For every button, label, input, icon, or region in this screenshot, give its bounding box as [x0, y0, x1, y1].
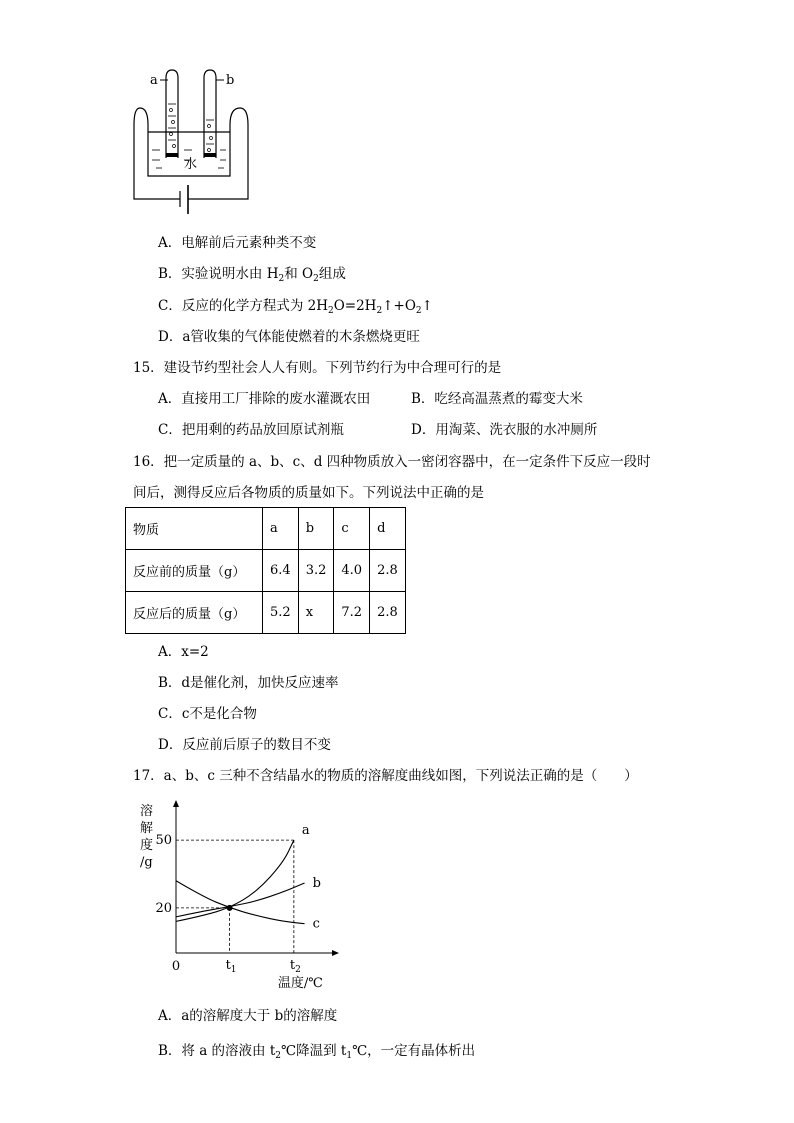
x-axis-label: 温度/℃ [277, 976, 323, 991]
table-cell: x [298, 592, 334, 634]
origin-label: 0 [171, 959, 181, 974]
q16-stem-line2: 间后，测得反应后各物质的质量如下。下列说法中正确的是 [133, 485, 484, 501]
x-axis-arrow [332, 950, 339, 956]
table-header-cell: d [370, 508, 406, 550]
tube-b-label: b [226, 73, 235, 88]
y-axis-arrow [173, 800, 179, 807]
q16-option-c: C．c不是化合物 [158, 706, 257, 722]
table-cell: 2.8 [370, 592, 406, 634]
table-cell: 6.4 [263, 550, 299, 592]
solubility-chart [130, 795, 350, 995]
q14-option-b: B．实验说明水由 $H_2$和 $O_2$组成 [158, 266, 346, 284]
y-axis-label-char: /g [140, 855, 153, 870]
series-b-label: b [312, 876, 321, 891]
table-cell: 5.2 [263, 592, 299, 634]
q16-option-d: D．反应前后原子的数目不变 [158, 737, 331, 753]
q16-stem-line1: 16．把一定质量的 a、b、c、d 四种物质放入一密闭容器中，在一定条件下反应一段时 [133, 454, 651, 470]
q15-stem: 15．建设节约型社会人人有则。下列节约行为中合理可行的是 [133, 360, 502, 376]
tube-a-label: a [150, 73, 158, 88]
water-label: 水 [184, 157, 198, 172]
table-header-cell: c [334, 508, 370, 550]
y-tick-label: 50 [155, 833, 172, 849]
x-tick-label: $t_2$ [289, 958, 301, 975]
x-tick-label: $t_1$ [225, 958, 237, 975]
table-cell: 4.0 [334, 550, 370, 592]
q14-option-a: A．电解前后元素种类不变 [158, 235, 317, 251]
y-tick-label: 20 [155, 900, 172, 916]
q16-option-a: A．x=2 [158, 644, 209, 660]
q14-option-d: D．a管收集的气体能使燃着的木条燃烧更旺 [158, 329, 420, 345]
q14-option-c: C．反应的化学方程式为 $2H_2O=2H_2↑+O_2↑$ [158, 298, 433, 316]
y-axis-label-char: 度 [140, 838, 154, 853]
table-header-row [126, 508, 406, 550]
table-cell: 2.8 [370, 550, 406, 592]
electrolysis-figure [130, 64, 260, 220]
q16-option-b: B．d是催化剂，加快反应速率 [158, 675, 339, 691]
table-cell: 7.2 [334, 592, 370, 634]
y-axis-label-char: 解 [140, 821, 154, 836]
q15-option-d: D．用淘菜、洗衣服的水冲厕所 [411, 422, 598, 438]
q17-option-a: A．a的溶解度大于 b的溶解度 [158, 1008, 338, 1024]
table-row [126, 550, 406, 592]
intersection-point [227, 905, 233, 911]
series-a-label: a [301, 823, 310, 839]
series-c-label: c [312, 916, 320, 932]
table-row [126, 592, 406, 634]
q15-option-c: C．把用剩的药品放回原试剂瓶 [158, 422, 344, 438]
q17-option-b: B．将 a 的溶液由 $t_2℃$降温到 $t_1℃$，一定有晶体析出 [158, 1043, 476, 1061]
q15-option-b: B．吃经高温蒸煮的霉变大米 [411, 391, 583, 407]
table-cell: 反应前的质量（g） [126, 550, 263, 592]
table-header-cell: b [298, 508, 334, 550]
table-cell: 反应后的质量（g） [126, 592, 263, 634]
y-axis-label-char: 溶 [140, 804, 154, 819]
series-b-curve [176, 883, 305, 917]
table-header-cell: a [263, 508, 299, 550]
q17-stem: 17．a、b、c 三种不含结晶水的物质的溶解度曲线如图，下列说法正确的是（ ） [133, 768, 638, 784]
q15-option-a: A．直接用工厂排除的废水灌溉农田 [158, 391, 371, 407]
table-cell: 3.2 [298, 550, 334, 592]
mass-table [125, 507, 406, 634]
table-header-cell: 物质 [126, 508, 263, 550]
